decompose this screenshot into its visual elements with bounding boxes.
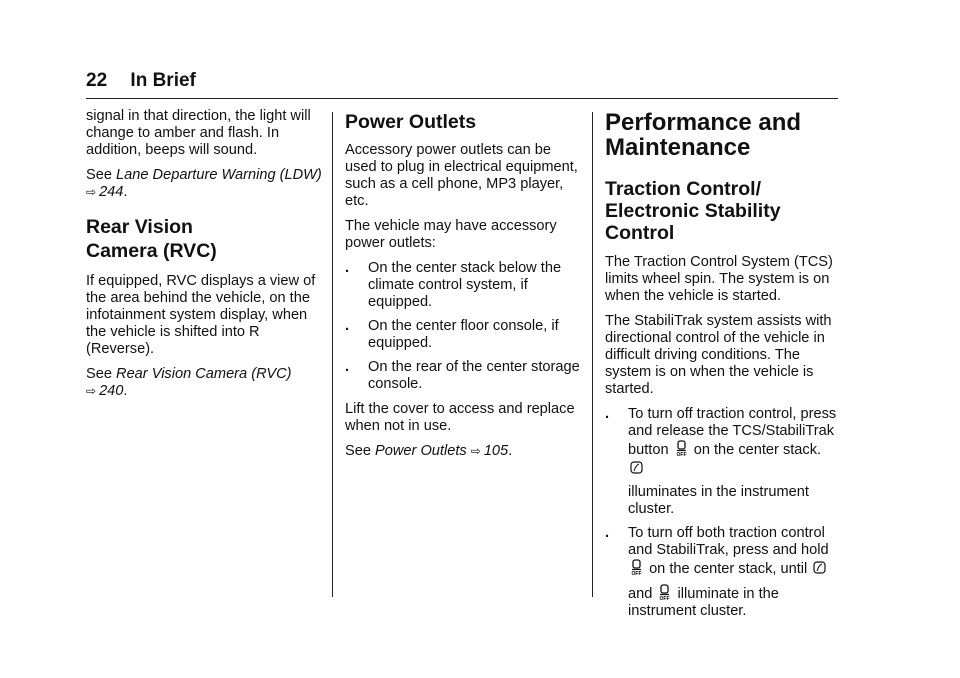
traction-off-icon (675, 440, 688, 457)
page-arrow-icon: ⇨ (86, 185, 97, 199)
performance-heading: Performance and Maintenance (605, 109, 802, 161)
section-title: In Brief (130, 70, 196, 91)
see-outlets-reference: See Power Outlets ⇨ 105. (345, 443, 513, 459)
header-rule (86, 98, 838, 99)
stabilitrak-paragraph: The StabiliTrak system assists with directional control of the vehicle in difficult driving conditions. The system is on when the vehicle is started. (605, 313, 832, 397)
rvc-heading: Rear Vision Camera (RVC) (86, 216, 217, 262)
ldw-page-link[interactable]: 244 (99, 184, 124, 200)
outlets-list (345, 260, 581, 393)
traction-off-icon (630, 559, 643, 576)
page-arrow-icon: ⇨ (470, 444, 481, 458)
list-item: . On the center stack below the climate control system, if equipped. (345, 260, 562, 310)
outlets-paragraph-2: The vehicle may have accessory power outlets: (345, 218, 557, 251)
outlets-paragraph-3: Lift the cover to access and replace when not in use. (345, 401, 575, 434)
ldw-link[interactable]: Lane Departure Warning (LDW) (116, 167, 322, 183)
outlets-page-link[interactable]: 105 (483, 443, 509, 459)
tcs-instructions-list (605, 406, 841, 620)
page-number: 22 (86, 70, 108, 91)
column-3 (605, 108, 841, 628)
list-item: . On the rear of the center storage console. (345, 359, 580, 392)
intro-paragraph: signal in that direction, the light will change to amber and flash. In addition, beeps will sound. (86, 108, 311, 158)
stabilitrak-indicator-icon (813, 559, 826, 576)
stabilitrak-indicator-icon (630, 459, 643, 476)
column-divider-2 (592, 112, 593, 597)
rvc-page-link[interactable]: 240 (99, 383, 124, 399)
tcs-paragraph: The Traction Control System (TCS) limits wheel spin. The system is on when the vehicle is started. (605, 254, 833, 304)
svg-text:OFF: OFF (631, 571, 642, 576)
page-header (86, 70, 196, 92)
outlets-paragraph-1: Accessory power outlets can be used to plug in electrical equipment, such as a cell phone, MP3 player, etc. (345, 142, 578, 209)
see-ldw-reference: See Lane Departure Warning (LDW) ⇨ 244. (86, 167, 322, 200)
see-rvc-reference: See Rear Vision Camera (RVC) ⇨ 240. (86, 366, 292, 399)
rvc-paragraph: If equipped, RVC displays a view of the area behind the vehicle, on the infotainment system display, when the vehicle is shifted into R (Reverse). (86, 273, 316, 357)
outlets-link[interactable]: Power Outlets (375, 443, 467, 459)
rvc-link[interactable]: Rear Vision Camera (RVC) (116, 366, 292, 382)
traction-control-heading: Traction Control/ Electronic Stability Control (605, 178, 781, 244)
power-outlets-heading: Power Outlets (345, 111, 477, 133)
column-divider-1 (332, 112, 333, 597)
column-2 (345, 108, 581, 468)
column-1 (86, 108, 322, 408)
traction-off-icon (658, 584, 671, 601)
list-item: . To turn off traction control, press and release the TCS/StabiliTrak button OFF on the center stack. illuminates in the instrument cluster. (605, 406, 837, 517)
page-arrow-icon: ⇨ (86, 384, 97, 398)
list-item: . To turn off both traction control and StabiliTrak, press and hold OFF on the center stack, until and OFF illuminate in the instrument cluster. (605, 525, 829, 619)
svg-text:OFF: OFF (676, 452, 687, 457)
svg-text:OFF: OFF (659, 596, 670, 601)
list-item: . On the center floor console, if equipped. (345, 318, 559, 351)
